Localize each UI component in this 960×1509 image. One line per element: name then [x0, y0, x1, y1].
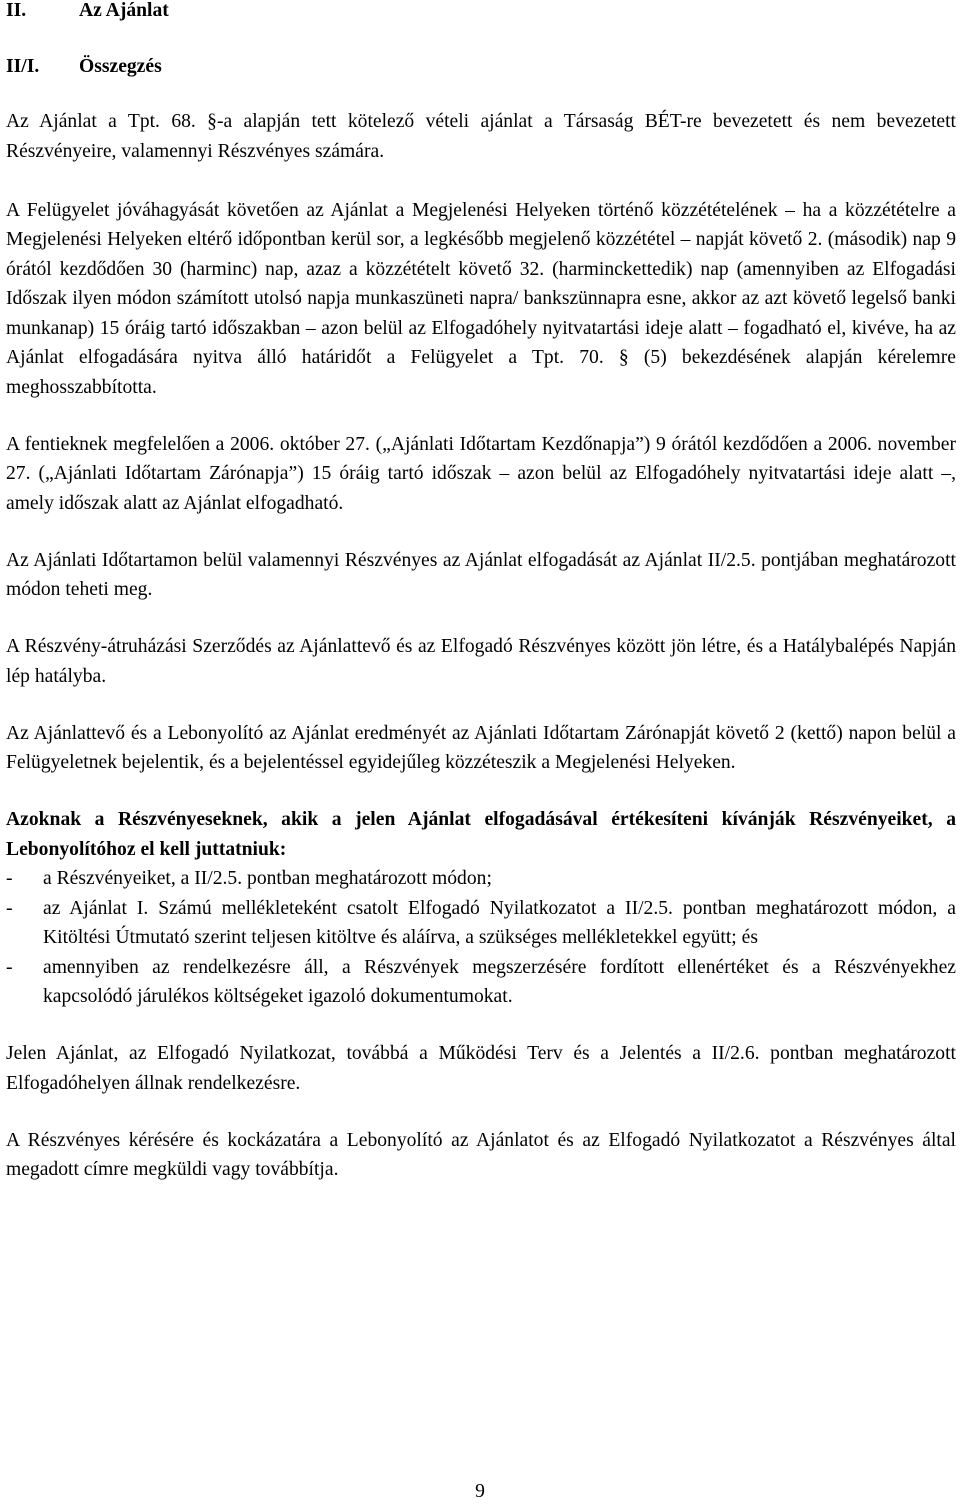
document-page — [6, 0, 956, 1185]
list-marker: - — [6, 897, 13, 919]
paragraph-availability: Jelen Ajánlat, az Elfogadó Nyilatkozat, továbbá a Működési Terv és a Jelentés a II/2.6. pontban meghatározott Elfogadóhelyen állnak rendelkezésre. — [6, 1043, 956, 1094]
paragraph-acceptance-method: Az Ajánlati Időtartamon belül valamennyi Részvényes az Ajánlat elfogadását az Ajánlat II/2.5. pontjában meghatározott módon teheti meg. — [6, 549, 956, 600]
section-number: II. — [6, 0, 27, 21]
list-item — [6, 894, 956, 953]
list-marker: - — [6, 868, 13, 889]
paragraph-share-transfer: A Részvény-átruházási Szerződés az Ajánlattevő és az Elfogadó Részvényes között jön létre, és a Hatálybalépés Napján lép hatályba. — [6, 636, 956, 687]
subsection-title: Összegzés — [79, 55, 162, 77]
list-item — [6, 953, 956, 1012]
paragraph-offer-scope: Az Ajánlat a Tpt. 68. §-a alapján tett kötelező vételi ajánlat a Társaság BÉT-re bevezetett és nem bevezetett Részvényeire, valamennyi Részvényes számára. — [6, 111, 956, 162]
subsection-number: II/I. — [6, 55, 40, 77]
paragraph-required-items-intro: Azoknak a Részvényeseknek, akik a jelen Ajánlat elfogadásával értékesíteni kívánják Részvényeiket, a Lebonyolítóhoz el kell juttatniuk: — [6, 809, 956, 860]
paragraph-acceptance-period: A Felügyelet jóváhagyását követően az Ajánlat a Megjelenési Helyeken történő közzétételének – ha a közzétételre a Megjelenési Helyeken eltérő időpontban kerül sor, a legkésőbb megjelenő közzététel – napját követő 2. (második) nap 9 órától kezdődően 30 (harminc) nap, azaz a közzétételt követő 32. (harminckettedik) nap (amennyiben az Elfogadási Időszak ilyen módon számított utolsó napja munkaszüneti napra/ bankszünnapra esne, akkor az azt követő legelső banki munkanap) 15 óráig tartó időszakban – azon belül az Elfogadóhely nyitvatartási ideje alatt – fogadható el, kivéve, ha az Ajánlat elfogadására nyitva álló határidőt a Felügyelet a Tpt. 70. § (5) bekezdésének alapján kérelemre meghosszabbította. — [6, 199, 956, 398]
paragraph-result-announcement: Az Ajánlattevő és a Lebonyolító az Ajánlat eredményét az Ajánlati Időtartam Zárónapját követő 2 (kettő) napon belül a Felügyeletnek bejelentik, és a bejelentéssel egyidejűleg közzéteszik a Megjelenési Helyeken. — [6, 722, 956, 773]
list-item-text: az Ajánlat I. Számú mellékleteként csatolt Elfogadó Nyilatkozatot a II/2.5. pontban meghatározott módon, a Kitöltési Útmutató szerint teljesen kitöltve és aláírva, a szükséges mellékletekkel együtt; és — [43, 897, 956, 948]
subsection-heading — [6, 52, 956, 82]
list-item-text: a Részvényeiket, a II/2.5. pontban meghatározott módon; — [43, 868, 492, 889]
section-title: Az Ajánlat — [79, 0, 169, 21]
page-number: 9 — [475, 1481, 485, 1502]
section-heading — [6, 0, 956, 26]
paragraph-delivery: A Részvényes kérésére és kockázatára a Lebonyolító az Ajánlatot és az Elfogadó Nyilatkozatot a Részvényes által megadott címre megküldi vagy továbbítja. — [6, 1129, 956, 1180]
paragraph-dates: A fentieknek megfelelően a 2006. október 27. („Ajánlati Időtartam Kezdőnapja”) 9 órától kezdődően a 2006. november 27. („Ajánlati Időtartam Zárónapja”) 15 óráig tartó időszak – azon belül az Elfogadóhely nyitvatartási ideje alatt –, amely időszak alatt az Ajánlat elfogadható. — [6, 433, 956, 514]
list-item — [6, 864, 956, 894]
list-marker: - — [6, 956, 13, 978]
list-item-text: amennyiben az rendelkezésre áll, a Részvények megszerzésére fordított ellenértéket és a Részvényekhez kapcsolódó járulékos költségeket igazoló dokumentumokat. — [43, 956, 956, 1007]
required-items-list — [6, 864, 956, 1012]
